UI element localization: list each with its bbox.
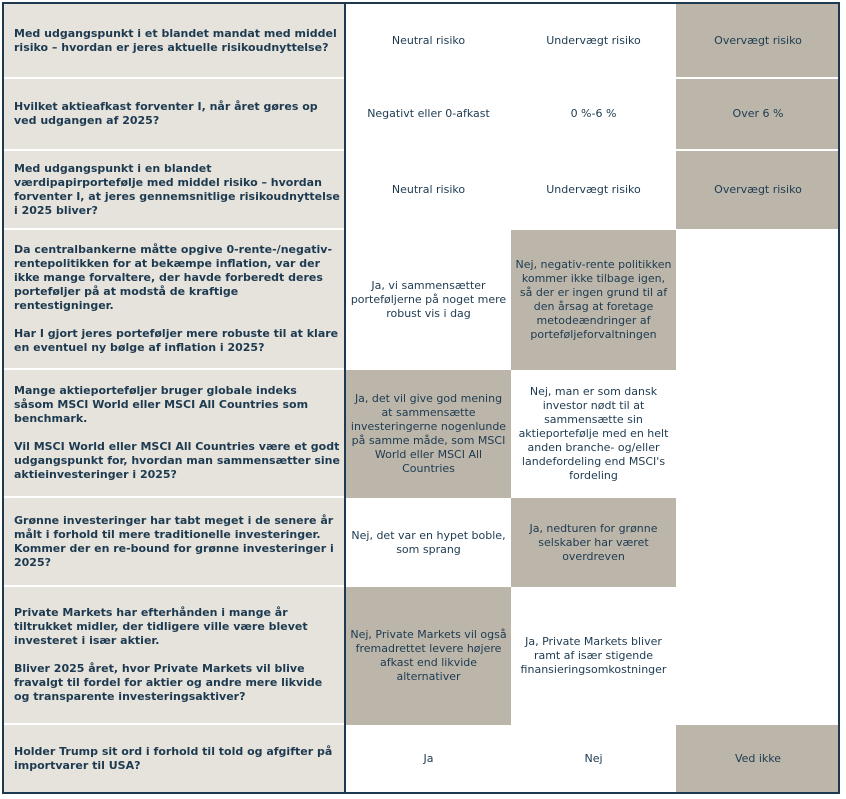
question-text: Grønne investeringer har tabt meget i de senere år målt i forhold til mere traditionelle investeringer. Kommer der en re-bound for grønne investeringer i 2025? [14,513,334,569]
answer-cell-highlighted: Overvægt risiko [676,151,840,229]
question-text: Med udgangspunkt i en blandet værdipapirportefølje med middel risiko – hvordan forventer I, at jeres gennemsnitlige risikoudnyttelse i 2025 bliver? [14,161,340,217]
table-frame [2,2,840,794]
answer-cell-highlighted: Ja, det vil give god mening at sammensætte investeringerne nogenlunde på samme måde, som MSCI World eller MSCI All Countries [346,370,511,498]
answer-cell: Ja, Private Markets bliver ramt af især stigende finansieringsomkostninger [520,635,667,676]
answer-cell-highlighted: Nej, negativ-rente politikken kommer ikke tilbage igen, så der er ingen grund til af den årsag at foretage metodeændringer af porteføljeforvaltningen [511,230,676,370]
answer-cell: 0 %-6 % [570,107,617,120]
question-text: Private Markets har efterhånden i mange år tiltrukket midler, der tidligere ville være blevet investeret i især aktier. [14,606,308,647]
answer-cell: Nej, man er som dansk investor nødt til at sammensætte sin aktieportefølje med en helt anden branche- og/eller landefordeling end MSCI's fordeling [518,385,669,482]
answer-cell: Ja [423,751,434,765]
answer-cell: Nej, det var en hypet boble, som sprang [351,528,506,556]
answer-cell-highlighted: Ja, nedturen for grønne selskaber har været overdreven [511,498,676,587]
question-text: Har I gjort jeres porteføljer mere robuste til at klare en eventuel ny bølge af inflation i 2025? [14,327,339,354]
answer-cell: Undervægt risiko [546,183,641,196]
answer-cell-highlighted: Nej, Private Markets vil også fremadrettet levere højere afkast end likvide alternativer [346,587,511,725]
question-text: Vil MSCI World eller MSCI All Countries være et godt udgangspunkt for, hvordan man sammensætter sine aktieinvesteringer i 2025? [14,440,340,481]
answer-cell: Ja, vi sammensætter porteføljerne på noget mere robust vis i dag [350,279,507,320]
question-text: Med udgangspunkt i et blandet mandat med middel risiko – hvordan er jeres aktuelle risikoudnyttelse? [14,26,337,54]
question-text: Da centralbankerne måtte opgive 0-rente-/negativ-rentepolitikken for at bekæmpe inflation, var der ikke mange forvaltere, der havde forberedt deres porteføljer på at modstå de kraftige rentestigninger. [14,243,333,312]
question-text: Bliver 2025 året, hvor Private Markets vil blive fravalgt til fordel for aktier og andre mere likvide og transparente investeringsaktiver? [14,662,323,703]
question-text: Mange aktieporteføljer bruger globale indeks såsom MSCI World eller MSCI All Countries som benchmark. [14,384,309,425]
answer-cell-highlighted: Ved ikke [676,725,840,792]
question-text: Hvilket aktieafkast forventer I, når året gøres op ved udgangen af 2025? [14,100,318,127]
answer-cell: Neutral risiko [391,183,466,196]
answer-cell: Neutral risiko [391,33,466,47]
answer-cell: Undervægt risiko [546,33,641,47]
question-text: Holder Trump sit ord i forhold til told og afgifter på importvarer til USA? [14,744,333,772]
answer-cell: Nej [584,751,603,765]
answer-cell: Negativt eller 0-afkast [367,107,490,120]
answer-cell-highlighted: Over 6 % [676,79,840,149]
answer-cell-highlighted: Overvægt risiko [676,4,840,77]
